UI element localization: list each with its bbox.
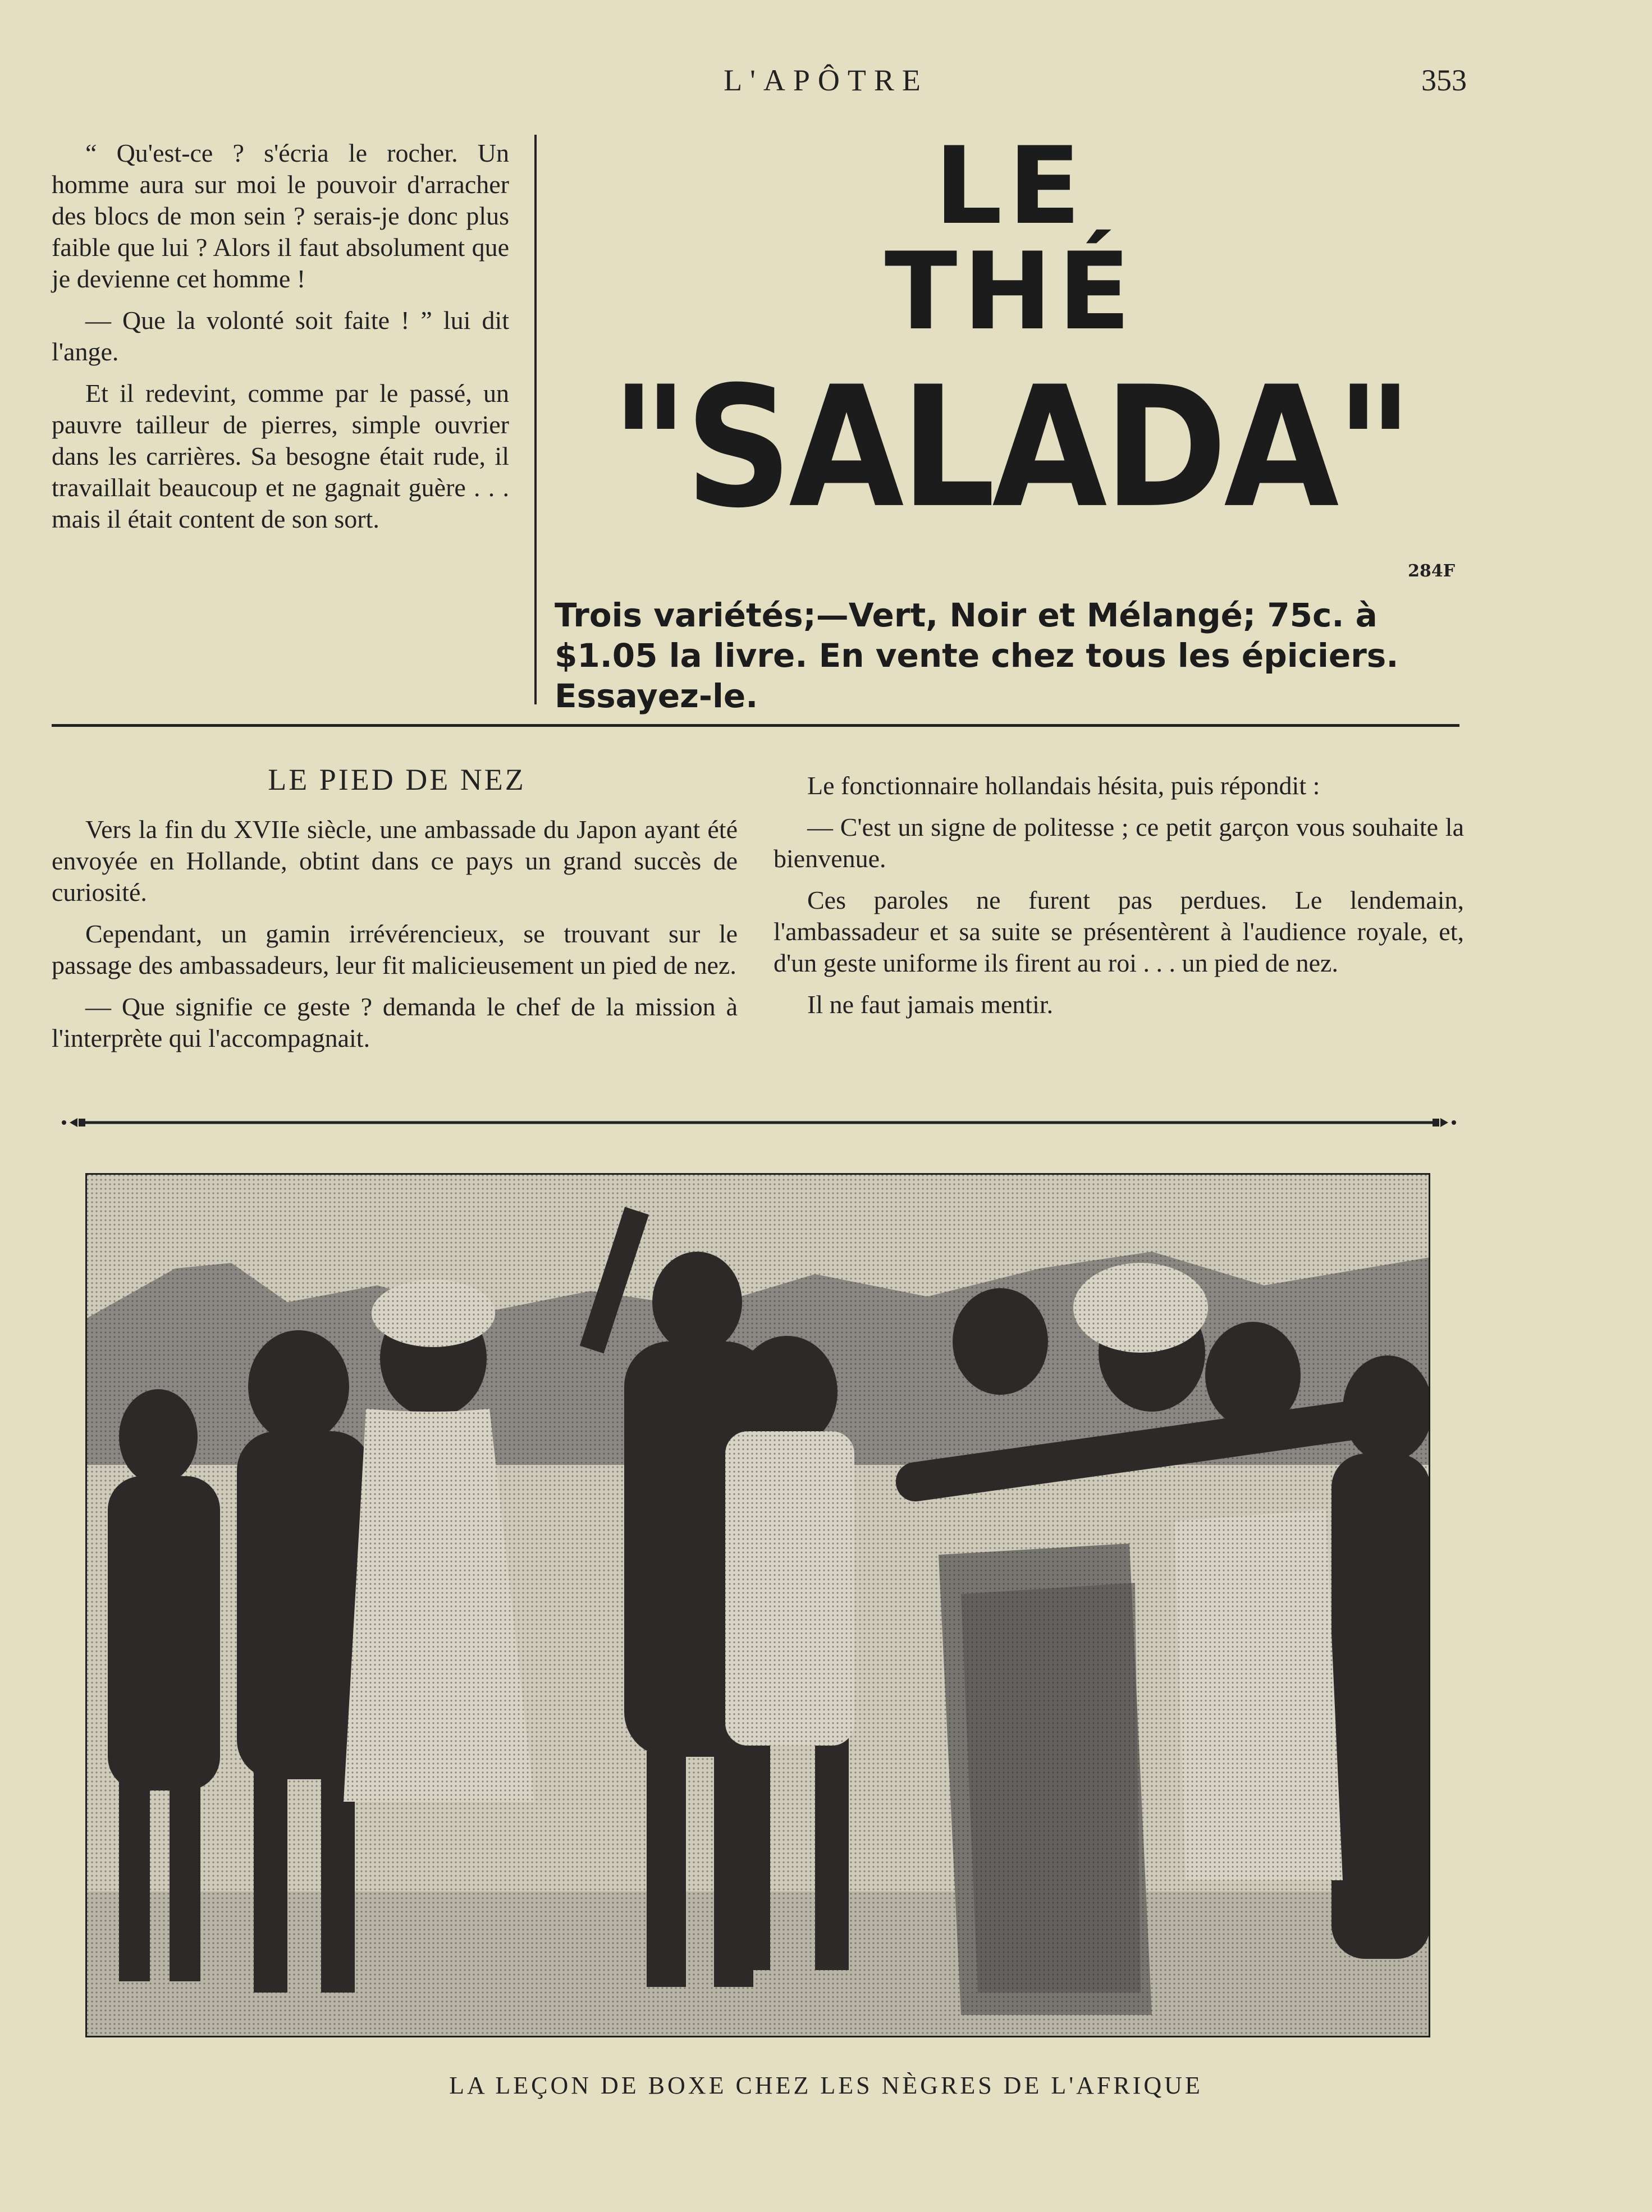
photo-caption: LA LEÇON DE BOXE CHEZ LES NÈGRES DE L'AFRIQUE [449, 2072, 1203, 2099]
article-paragraph: Le fonctionnaire hollandais hésita, puis répondit : [807, 771, 1320, 800]
article-left-column [52, 814, 738, 1064]
photo-scene [85, 1173, 1430, 2037]
ad-tagline: Trois variétés;—Vert, Noir et Mélangé; 75c. à $1.05 la livre. En vente chez tous les épiciers. Essayez-le. [555, 596, 1399, 715]
ad-line-the: THÉ [884, 230, 1137, 354]
story-paragraph: Et il redevint, comme par le passé, un pauvre tailleur de pierres, simple ouvrier dans les carrières. Sa besogne était rude, il travaillait beaucoup et ne gagnait guère . . . mais il était content de son sort. [52, 379, 509, 533]
story-paragraph: “ Qu'est-ce ? s'écria le rocher. Un homme aura sur moi le pouvoir d'arracher des blocs de mon sein ? serais-je donc plus faible que lui ? Alors il faut absolument que je devienne cet homme ! [52, 139, 509, 293]
halftone-photograph [85, 1173, 1430, 2037]
section-rule [52, 724, 1459, 727]
ornamental-rule [52, 1114, 1466, 1131]
story-end-column [52, 138, 509, 545]
running-header: L'APÔTRE [724, 63, 928, 97]
article-title: LE PIED DE NEZ [268, 763, 526, 796]
salada-advertisement [550, 123, 1471, 718]
ad-line-salada: "SALADA" [611, 351, 1410, 545]
page-number: 353 [1421, 63, 1467, 97]
article-paragraph: — Que signifie ce geste ? demanda le chef de la mission à l'interprète qui l'accompagnait. [52, 992, 738, 1052]
article-paragraph: — C'est un signe de politesse ; ce petit garçon vous souhaite la bienvenue. [774, 813, 1464, 873]
column-divider [534, 135, 537, 704]
article-paragraph: Il ne faut jamais mentir. [807, 990, 1054, 1019]
ad-line-le: LE [934, 124, 1087, 248]
story-paragraph: — Que la volonté soit faite ! ” lui dit l'ange. [52, 306, 509, 366]
article-paragraph: Cependant, un gamin irrévérencieux, se trouvant sur le passage des ambassadeurs, leur fit malicieusement un pied de nez. [52, 919, 738, 979]
ad-code: 284F [1408, 561, 1455, 581]
article-paragraph: Vers la fin du XVIIe siècle, une ambassade du Japon ayant été envoyée en Hollande, obtint dans ce pays un grand succès de curiosité. [52, 815, 738, 906]
article-right-column [774, 770, 1464, 1031]
article-paragraph: Ces paroles ne furent pas perdues. Le lendemain, l'ambassadeur et sa suite se présentèrent à l'audience royale, et, d'un geste uniforme ils firent au roi . . . un pied de nez. [774, 886, 1464, 977]
